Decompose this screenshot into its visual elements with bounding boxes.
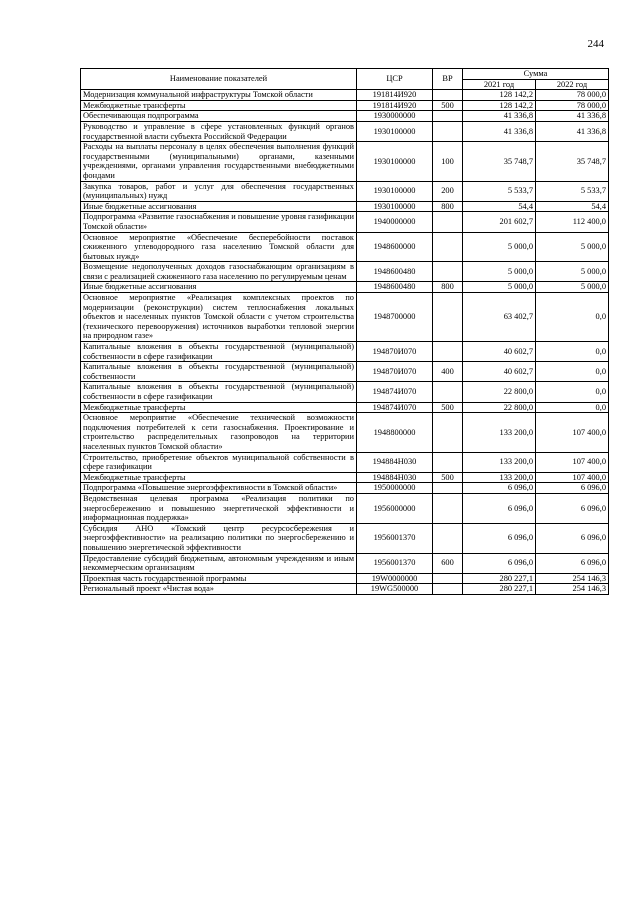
row-sum-2021-cell: 6 096,0 [463, 553, 536, 573]
row-name-cell: Расходы на выплаты персоналу в целях обеспечения выполнения функций государственными (муниципальными) органами, казенными учреждениями, органами управления государственными внебюджетными фондами [81, 142, 357, 181]
row-sum-2021-cell: 5 000,0 [463, 262, 536, 282]
row-vr-cell: 600 [433, 553, 463, 573]
table-header [81, 69, 609, 90]
row-sum-2022-cell: 41 336,8 [536, 121, 609, 141]
table-row [81, 472, 609, 483]
row-sum-2022-cell: 5 000,0 [536, 232, 609, 262]
row-sum-2021-cell: 40 602,7 [463, 342, 536, 362]
table-row [81, 293, 609, 342]
row-name-cell: Предоставление субсидий бюджетным, автономным учреждениям и иным некоммерческим организациям [81, 553, 357, 573]
row-csr-cell: 194884Н030 [357, 472, 433, 483]
row-sum-2021-cell: 5 000,0 [463, 232, 536, 262]
row-csr-cell: 1956001370 [357, 553, 433, 573]
row-vr-cell [433, 232, 463, 262]
row-sum-2022-cell: 35 748,7 [536, 142, 609, 181]
header-year-2021: 2021 год [463, 79, 536, 90]
row-vr-cell [433, 573, 463, 584]
row-name-cell: Основное мероприятие «Обеспечение бесперебойности поставок сжиженного углеводородного газа населению Томской области для бытовых нужд» [81, 232, 357, 262]
table-row [81, 402, 609, 413]
row-vr-cell: 200 [433, 181, 463, 201]
row-csr-cell: 1948600480 [357, 262, 433, 282]
row-vr-cell [433, 121, 463, 141]
row-sum-2021-cell: 5 000,0 [463, 282, 536, 293]
row-sum-2021-cell: 6 096,0 [463, 483, 536, 494]
row-vr-cell: 800 [433, 201, 463, 212]
header-name: Наименование показателей [81, 69, 357, 90]
row-sum-2022-cell: 254 146,3 [536, 584, 609, 595]
row-sum-2021-cell: 41 336,8 [463, 121, 536, 141]
row-csr-cell: 19W0000000 [357, 573, 433, 584]
header-vr: ВР [433, 69, 463, 90]
row-csr-cell: 1930100000 [357, 142, 433, 181]
row-vr-cell: 100 [433, 142, 463, 181]
row-name-cell: Иные бюджетные ассигнования [81, 201, 357, 212]
table-body [81, 90, 609, 595]
row-csr-cell: 1956001370 [357, 523, 433, 553]
row-name-cell: Капитальные вложения в объекты государственной (муниципальной) собственности в сфере газификации [81, 342, 357, 362]
table-row [81, 493, 609, 523]
row-sum-2022-cell: 107 400,0 [536, 413, 609, 452]
header-year-2022: 2022 год [536, 79, 609, 90]
row-name-cell: Строительство, приобретение объектов муниципальной собственности в сфере газификации [81, 452, 357, 472]
row-csr-cell: 1948600480 [357, 282, 433, 293]
table-row [81, 212, 609, 232]
row-sum-2022-cell: 6 096,0 [536, 483, 609, 494]
table-row [81, 342, 609, 362]
table-row [81, 282, 609, 293]
row-sum-2022-cell: 0,0 [536, 382, 609, 402]
row-sum-2021-cell: 54,4 [463, 201, 536, 212]
row-sum-2022-cell: 6 096,0 [536, 493, 609, 523]
row-name-cell: Межбюджетные трансферты [81, 402, 357, 413]
row-csr-cell: 1930100000 [357, 181, 433, 201]
row-csr-cell: 194870И070 [357, 342, 433, 362]
row-name-cell: Обеспечивающая подпрограмма [81, 111, 357, 122]
row-vr-cell: 500 [433, 100, 463, 111]
row-sum-2021-cell: 35 748,7 [463, 142, 536, 181]
row-sum-2022-cell: 78 000,0 [536, 100, 609, 111]
row-name-cell: Основное мероприятие «Реализация комплексных проектов по модернизации (реконструкции) систем теплоснабжения локальных объектов и населенных пунктов Томской области с учетом строительства (технического перевооружения) источников выработки тепловой энергии на природном газе» [81, 293, 357, 342]
row-sum-2021-cell: 22 800,0 [463, 402, 536, 413]
row-sum-2022-cell: 5 000,0 [536, 262, 609, 282]
row-csr-cell: 194874И070 [357, 402, 433, 413]
row-vr-cell: 500 [433, 402, 463, 413]
row-vr-cell [433, 90, 463, 101]
header-sum: Сумма [463, 69, 609, 80]
row-name-cell: Подпрограмма «Развитие газоснабжения и повышение уровня газификации Томской области» [81, 212, 357, 232]
row-name-cell: Межбюджетные трансферты [81, 472, 357, 483]
row-name-cell: Капитальные вложения в объекты государственной (муниципальной) собственности [81, 362, 357, 382]
row-name-cell: Модернизация коммунальной инфраструктуры Томской области [81, 90, 357, 101]
row-sum-2022-cell: 78 000,0 [536, 90, 609, 101]
table-row [81, 232, 609, 262]
row-vr-cell [433, 452, 463, 472]
row-name-cell: Региональный проект «Чистая вода» [81, 584, 357, 595]
row-sum-2021-cell: 41 336,8 [463, 111, 536, 122]
row-name-cell: Основное мероприятие «Обеспечение технической возможности подключения потребителей к сети газоснабжения. Проектирование и строительство распределительных газопроводов на территории населенных пунктов Томской области» [81, 413, 357, 452]
row-vr-cell: 400 [433, 362, 463, 382]
row-name-cell: Закупка товаров, работ и услуг для обеспечения государственных (муниципальных) нужд [81, 181, 357, 201]
table-row [81, 523, 609, 553]
row-sum-2021-cell: 63 402,7 [463, 293, 536, 342]
table-row [81, 90, 609, 101]
row-sum-2022-cell: 254 146,3 [536, 573, 609, 584]
row-sum-2022-cell: 6 096,0 [536, 553, 609, 573]
row-csr-cell: 1930100000 [357, 121, 433, 141]
page-number: 244 [587, 38, 604, 50]
row-vr-cell [433, 212, 463, 232]
row-vr-cell [433, 293, 463, 342]
row-name-cell: Проектная часть государственной программы [81, 573, 357, 584]
table-row [81, 100, 609, 111]
row-csr-cell: 194874И070 [357, 382, 433, 402]
row-vr-cell [433, 262, 463, 282]
row-vr-cell [433, 493, 463, 523]
table-row [81, 452, 609, 472]
row-csr-cell: 1930000000 [357, 111, 433, 122]
row-sum-2021-cell: 128 142,2 [463, 100, 536, 111]
row-sum-2021-cell: 40 602,7 [463, 362, 536, 382]
row-name-cell: Иные бюджетные ассигнования [81, 282, 357, 293]
budget-table [80, 68, 609, 595]
row-name-cell: Межбюджетные трансферты [81, 100, 357, 111]
row-sum-2021-cell: 201 602,7 [463, 212, 536, 232]
row-csr-cell: 1948600000 [357, 232, 433, 262]
table-row [81, 553, 609, 573]
row-sum-2021-cell: 128 142,2 [463, 90, 536, 101]
row-name-cell: Ведомственная целевая программа «Реализация политики по энергосбережению и повышению энергетической эффективности и информационная поддержка» [81, 493, 357, 523]
row-sum-2021-cell: 5 533,7 [463, 181, 536, 201]
row-csr-cell: 1950000000 [357, 483, 433, 494]
row-sum-2022-cell: 107 400,0 [536, 472, 609, 483]
row-sum-2021-cell: 280 227,1 [463, 584, 536, 595]
table-row [81, 483, 609, 494]
row-sum-2022-cell: 41 336,8 [536, 111, 609, 122]
row-sum-2022-cell: 107 400,0 [536, 452, 609, 472]
row-sum-2022-cell: 0,0 [536, 362, 609, 382]
table-row [81, 121, 609, 141]
row-csr-cell: 191814И920 [357, 90, 433, 101]
row-sum-2022-cell: 5 533,7 [536, 181, 609, 201]
row-name-cell: Руководство и управление в сфере установленных функций органов государственной власти субъекта Российской Федерации [81, 121, 357, 141]
row-vr-cell: 800 [433, 282, 463, 293]
row-sum-2021-cell: 133 200,0 [463, 472, 536, 483]
row-vr-cell: 500 [433, 472, 463, 483]
table-row [81, 382, 609, 402]
header-csr: ЦСР [357, 69, 433, 90]
table-row [81, 262, 609, 282]
row-name-cell: Субсидия АНО «Томский центр ресурсосбережения и энергоэффективности» на реализацию политики по энергосбережению и повышению энергетической эффективности [81, 523, 357, 553]
row-csr-cell: 19WG500000 [357, 584, 433, 595]
row-csr-cell: 1948700000 [357, 293, 433, 342]
row-sum-2022-cell: 5 000,0 [536, 282, 609, 293]
table-row [81, 584, 609, 595]
row-sum-2021-cell: 6 096,0 [463, 493, 536, 523]
table-row [81, 181, 609, 201]
row-csr-cell: 1948800000 [357, 413, 433, 452]
table-row [81, 142, 609, 181]
table-row [81, 201, 609, 212]
row-csr-cell: 1956000000 [357, 493, 433, 523]
row-name-cell: Капитальные вложения в объекты государственной (муниципальной) собственности в сфере газификации [81, 382, 357, 402]
row-csr-cell: 194870И070 [357, 362, 433, 382]
row-vr-cell [433, 523, 463, 553]
row-sum-2021-cell: 280 227,1 [463, 573, 536, 584]
row-vr-cell [433, 584, 463, 595]
row-sum-2021-cell: 133 200,0 [463, 452, 536, 472]
row-csr-cell: 191814И920 [357, 100, 433, 111]
row-vr-cell [433, 111, 463, 122]
row-sum-2022-cell: 54,4 [536, 201, 609, 212]
row-csr-cell: 1940000000 [357, 212, 433, 232]
table-row [81, 573, 609, 584]
row-vr-cell [433, 382, 463, 402]
row-csr-cell: 1930100000 [357, 201, 433, 212]
row-sum-2022-cell: 6 096,0 [536, 523, 609, 553]
table-row [81, 111, 609, 122]
row-sum-2022-cell: 0,0 [536, 342, 609, 362]
row-sum-2022-cell: 112 400,0 [536, 212, 609, 232]
row-name-cell: Возмещение недополученных доходов газоснабжающим организациям в связи с реализацией сжиженного газа населению по регулируемым ценам [81, 262, 357, 282]
row-sum-2022-cell: 0,0 [536, 402, 609, 413]
row-csr-cell: 194884Н030 [357, 452, 433, 472]
row-vr-cell [433, 483, 463, 494]
row-name-cell: Подпрограмма «Повышение энергоэффективности в Томской области» [81, 483, 357, 494]
row-sum-2021-cell: 133 200,0 [463, 413, 536, 452]
row-sum-2021-cell: 6 096,0 [463, 523, 536, 553]
table-row [81, 413, 609, 452]
row-vr-cell [433, 413, 463, 452]
row-vr-cell [433, 342, 463, 362]
row-sum-2022-cell: 0,0 [536, 293, 609, 342]
row-sum-2021-cell: 22 800,0 [463, 382, 536, 402]
table-row [81, 362, 609, 382]
